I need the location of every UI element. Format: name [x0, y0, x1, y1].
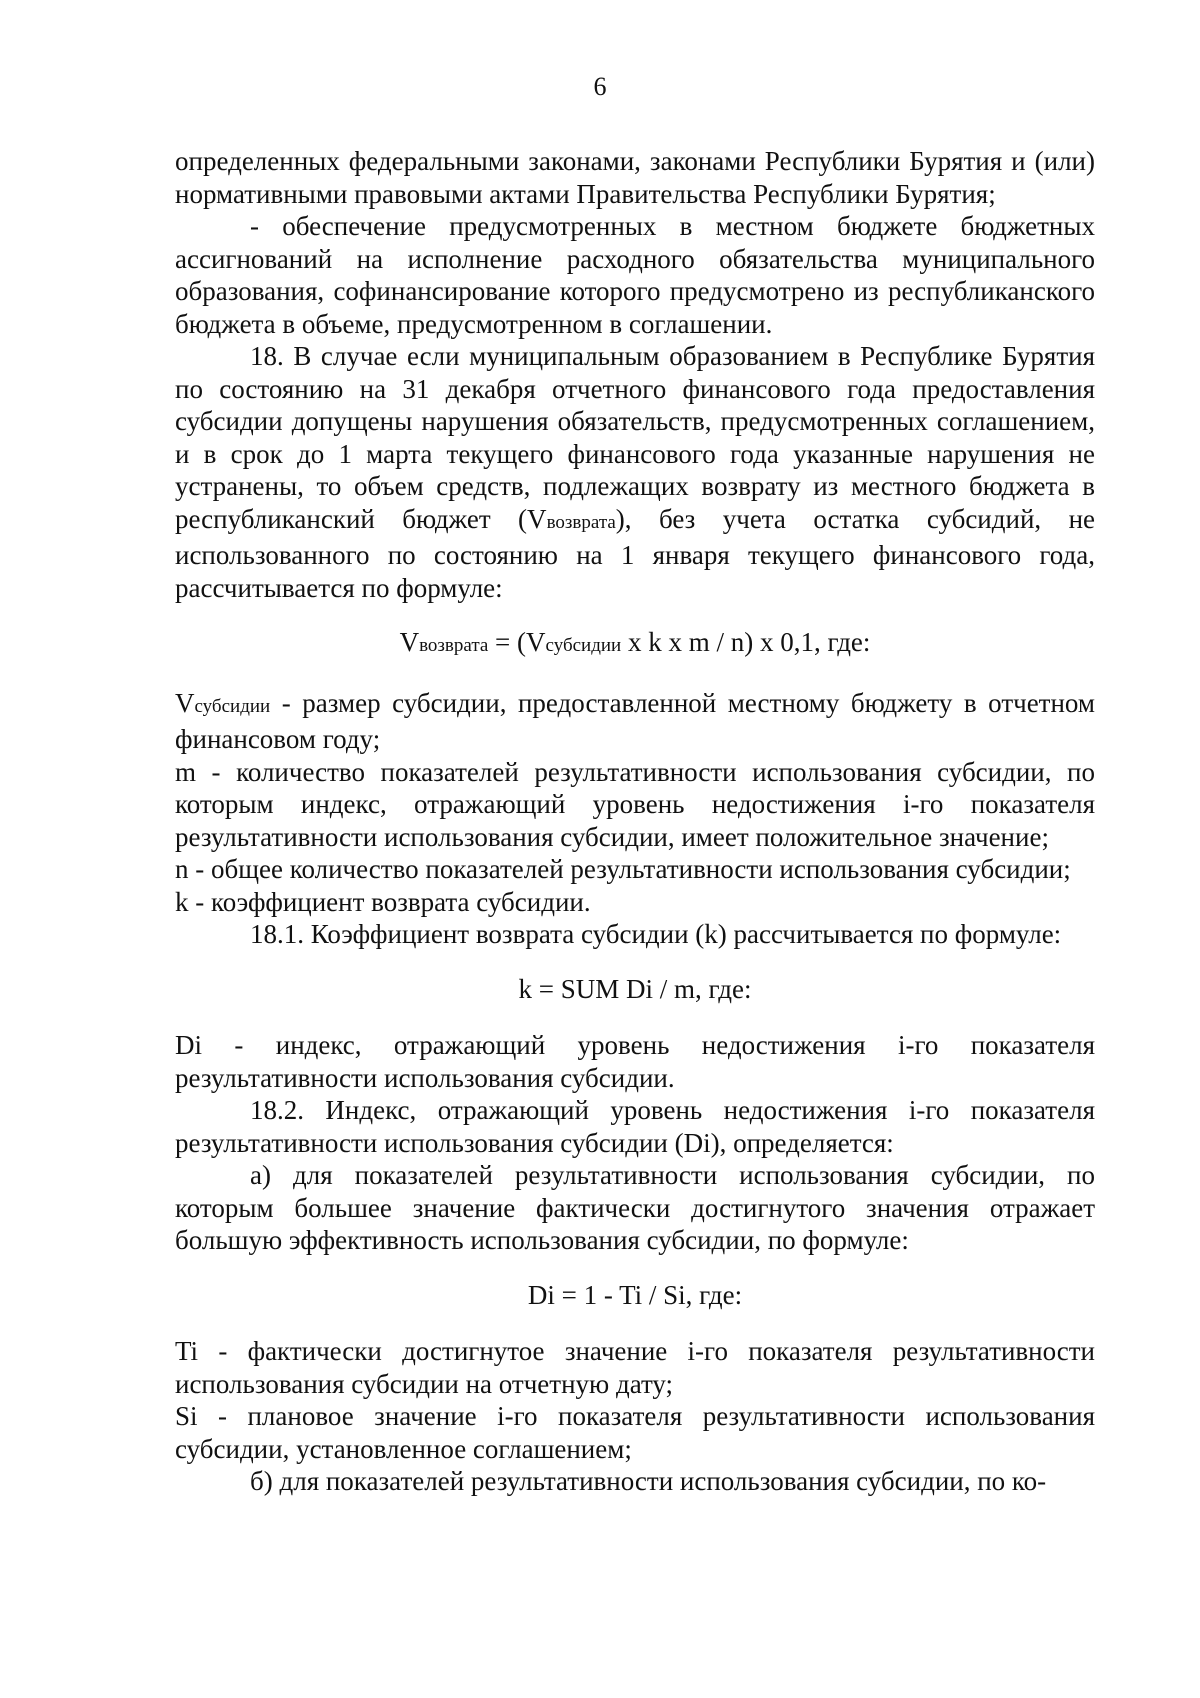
- def-sub-subsidii: субсидии: [194, 695, 271, 717]
- formula-k: k = SUM Di / m, где:: [518, 973, 752, 1004]
- page-number: 6: [593, 72, 607, 101]
- paragraph-a: а) для показателей результативности использования субсидии, по которым большее значение фактически достигнутого значения отражает большую эффективность использования субсидии, по формуле:: [175, 1160, 1095, 1255]
- paragraph-18: [175, 340, 1095, 604]
- formula-rest: x k x m / n) x 0,1, где:: [621, 627, 871, 657]
- subscript-vozvrata: возврата: [546, 511, 616, 533]
- formula-di: Di = 1 - Ti / Si, где:: [527, 1279, 743, 1310]
- formula-sub-subsidii: субсидии: [545, 635, 622, 656]
- paragraph-b: б) для показателей результативности использования субсидии, по ко-: [250, 1466, 1047, 1496]
- paragraph-18-text-a: 18. В случае если муниципальным образованием в Республике Бурятия по состоянию на 31 декабря отчетного финансового года предоставления субсидии допущены нарушения обязательств, предусмотренных соглашением, и в срок до 1 марта текущего финансового года указанные нарушения не устранены, то объем средств, подлежащих возврату из местного бюджета в республиканский бюджет (V: [175, 341, 1095, 534]
- paragraph-18-2: 18.2. Индекс, отражающий уровень недостижения i-го показателя результативности использования субсидии (Di), определяется:: [175, 1095, 1095, 1158]
- definition-v-subsidii: [175, 687, 1095, 756]
- paragraph-continuation: определенных федеральными законами, законами Республики Бурятия и (или) нормативными правовыми актами Правительства Республики Бурятия;: [175, 146, 1095, 209]
- formula-sub-vozvrata: возврата: [419, 635, 489, 656]
- formula-v: V: [399, 627, 420, 657]
- definition-n: n - общее количество показателей результативности использования субсидии;: [175, 854, 1071, 884]
- definition-di: Di - индекс, отражающий уровень недостижения i-го показателя результативности использования субсидии.: [175, 1030, 1095, 1093]
- definition-m: m - количество показателей результативности использования субсидии, по которым индекс, отражающий уровень недостижения i-го показателя результативности использования субсидии, имеет положительное значение;: [175, 756, 1095, 852]
- paragraph-18-text-b: ), без учета остатка субсидий, не использованного по состоянию на 1 января текущего финансового года, рассчитывается по формуле:: [175, 503, 1095, 603]
- formula-v-vozvrata: [175, 626, 1095, 663]
- def-v: V: [175, 687, 195, 718]
- document-body: [175, 145, 1095, 1498]
- def-v-text: - размер субсидии, предоставленной местному бюджету в отчетном финансовом году;: [175, 687, 1095, 754]
- definition-ti: Ti - фактически достигнутое значение i-го показателя результативности использования субсидии на отчетную дату;: [175, 1336, 1095, 1399]
- definition-k: k - коэффициент возврата субсидии.: [175, 886, 591, 917]
- paragraph-budget-provision: - обеспечение предусмотренных в местном бюджете бюджетных ассигнований на исполнение расходного обязательства муниципального образования, софинансирование которого предусмотрено из республиканского бюджета в объеме, предусмотренном в соглашении.: [175, 211, 1095, 339]
- formula-eq: = (V: [488, 627, 546, 657]
- paragraph-18-1: 18.1. Коэффициент возврата субсидии (k) рассчитывается по формуле:: [250, 919, 1062, 949]
- definition-si: Si - плановое значение i-го показателя результативности использования субсидии, установленное соглашением;: [175, 1401, 1095, 1464]
